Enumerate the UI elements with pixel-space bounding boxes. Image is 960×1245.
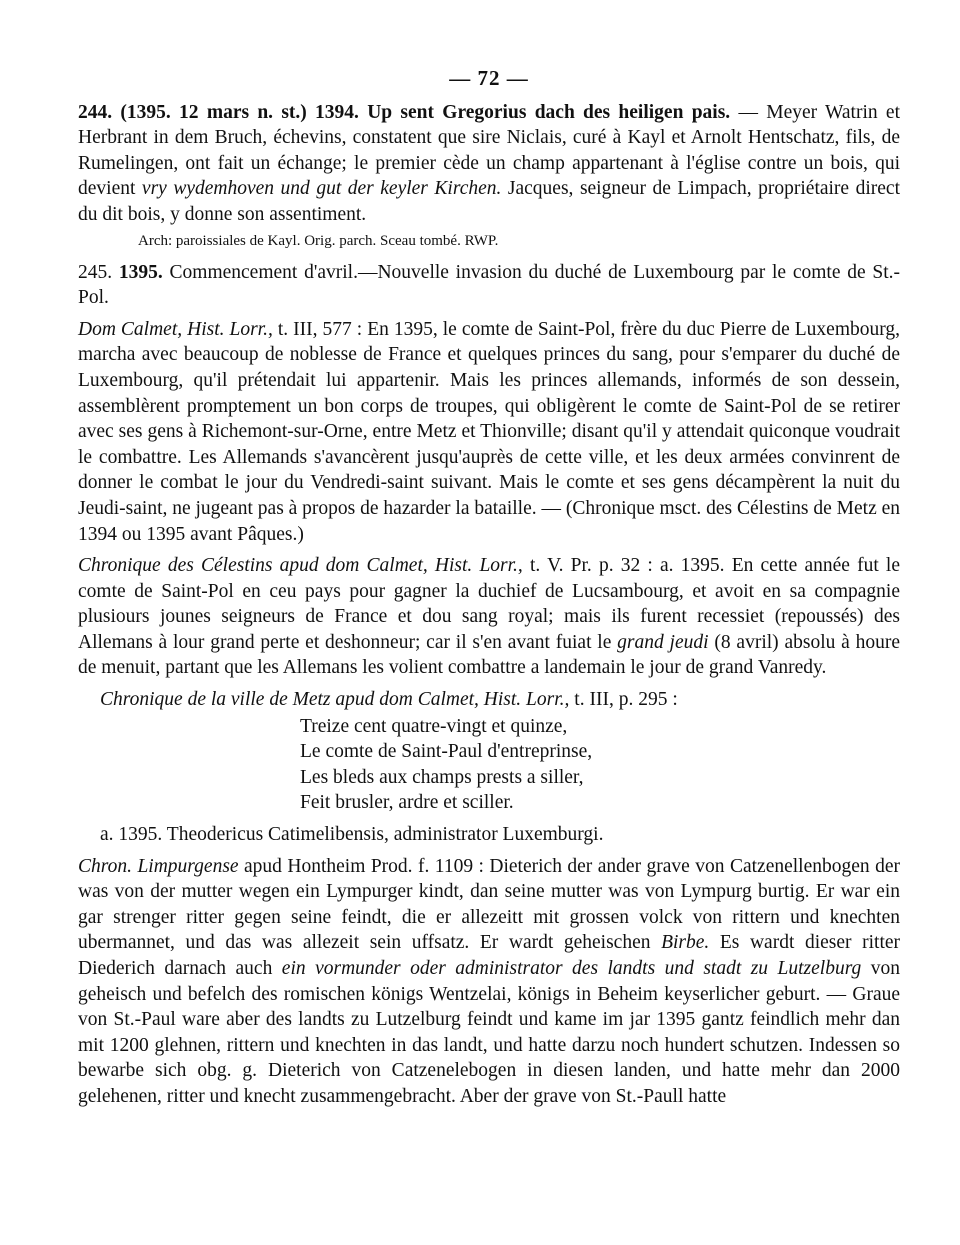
entry-245-number: 245. [78,261,113,283]
entry-245-heading [78,260,900,311]
theodericus-line: a. 1395. Theodericus Catimelibensis, administrator Luxemburgi. [100,824,604,846]
celestins-ref: t. V. Pr. p. 32 : a. 1395. [529,555,725,577]
page-number: — 72 — [449,66,529,90]
verse-line: Le comte de Saint-Paul d'entreprinse, [300,741,593,763]
limpurg-source: Chron. Limpurgense [78,855,239,877]
celestins-paragraph [78,553,900,681]
metz-source-line [78,687,900,713]
celestins-text-2: (8 avril) absolu à houre de menuit, partant que les Allemans les volient combattre a landemain le jour de grand Vanredy. [78,631,901,679]
verse-line: Les bleds aux champs prests a siller, [300,766,584,788]
limpurg-text-3: von geheisch und befelch des romischen königs Wentzelai, königs in Beheim keyserlicher geburt. — Graue von St.-Paul ware aber des landts zu Lutzelburg feindt und kame im jar 1395 gantz feindlich mehr dan mit 1200 glehnen, rittern und knechten in das landt, und hatte darzu noch hundert schutzen. Indessen so bewarbe sich obg. g. Dieterich von Catzenelebogen in diesen landen, und hatte mehr dan 2000 gelehenen, ritter und knecht zusammengebracht. Aber der grave von St.-Paull hatte [78,958,901,1107]
entry-244-body-italic: vry wydemhoven und gut der keyler Kirchen. [141,178,502,200]
calmet-source: Dom Calmet, Hist. Lorr., [78,318,273,340]
entry-245-year: 1395. [118,261,163,283]
entry-244-title: Up sent Gregorius dach des heiligen pais. [367,101,731,123]
limpurg-paragraph [78,854,900,1110]
verse-block [78,714,900,816]
metz-source: Chronique de la ville de Metz apud dom Calmet, Hist. Lorr., [100,689,570,711]
calmet-text: t. III, 577 : En 1395, le comte de Saint-Pol, frère du duc Pierre de Luxembourg, marcha avec beaucoup de noblesse de France et quelques princes du sang, pour s'emparer du duché de Luxembourg, qu'il prétendait lui appartenir. Mais les princes allemands, informés de son dessein, assemblèrent promptement un bon corps de troupes, qui obligèrent le comte de Saint-Pol de se retirer avec ses gens à Richemont-sur-Orne, entre Metz et Thionville; disant qu'il y attendait quiconque voudrait le combattre. Les Allemands s'avancèrent jusqu'auprès de cette ville, et les deux armées convinrent de donner le combat le jour du Vendredi-saint suivant. Mais le comte et ses gens décampèrent la nuit du Jeudi-saint, ne jugeant pas à propos de hazarder la bataille. — (Chronique msct. des Célestins de Metz en 1394 ou 1395 avant Pâques.) [78,318,901,545]
entry-244-source: Arch: paroissiales de Kayl. Orig. parch. Sceau tombé. RWP. [138,232,499,249]
verse-line: Treize cent quatre-vingt et quinze, [300,715,568,737]
limpurg-text-2: Es wardt dieser ritter Diederich darnach auch [78,932,901,979]
celestins-italic: grand jeudi [617,631,709,653]
limpurg-italic-1: Birbe. [661,932,710,954]
limpurg-text-1: Dieterich der ander grave von Catzenellenbogen der was von der mutter wegen ein Lympurger kindt, dan seine mutter was von Lympurg burtig. Er war ein gar strenger ritter gegen seine feindt, die er allezeitt mit grossen volck von rittern und knechten ubermannet, und das was allezeit sein uffsatz. Er wardt geheischen [78,855,901,954]
celestins-text-1: En cette année fut le comte de Saint-Pol en ceu pays pour gagner la duchief de Lucsambourg, et avoit en sa compagnie plusiours jounes seigneurs de France et dou sang royal; mais ils furent recessiet (repoussés) des Allemans à lour grand perte et deshonneur; car il s'en avant fuiat le [78,555,900,653]
celestins-source: Chronique des Célestins apud dom Calmet, Hist. Lorr., [78,555,523,577]
entry-245 [78,260,900,1110]
entry-244-body-2: Jacques, seigneur de Limpach, propriétaire direct du dit bois, y donne son assentiment. [78,178,900,225]
limpurg-italic-2: ein vormunder oder administrator des landts und stadt zu Lutzelburg [281,958,862,979]
calmet-paragraph [78,317,900,547]
entry-244-number: 244. (1395. 12 mars n. st.) 1394. [78,101,359,123]
verse-line: Feit brusler, ardre et sciller. [300,792,514,814]
entry-244 [78,100,900,251]
entry-245-summary: Commencement d'avril.—Nouvelle invasion du duché de Luxembourg par le comte de St.-Pol. [78,261,901,309]
limpurg-ref: apud Hontheim Prod. f. 1109 : [244,855,484,877]
entry-244-text [78,100,900,228]
entry-244-body-1: — Meyer Watrin et Herbrant in dem Bruch, échevins, constatent que sire Niclais, curé à Kayl et Arnolt Hentschatz, fils, de Rumelingen, ont fait un échange; le premier cède un champ appartenant à l'église contre un bois, qui devient [78,101,900,200]
metz-ref: t. III, p. 295 : [574,689,678,711]
